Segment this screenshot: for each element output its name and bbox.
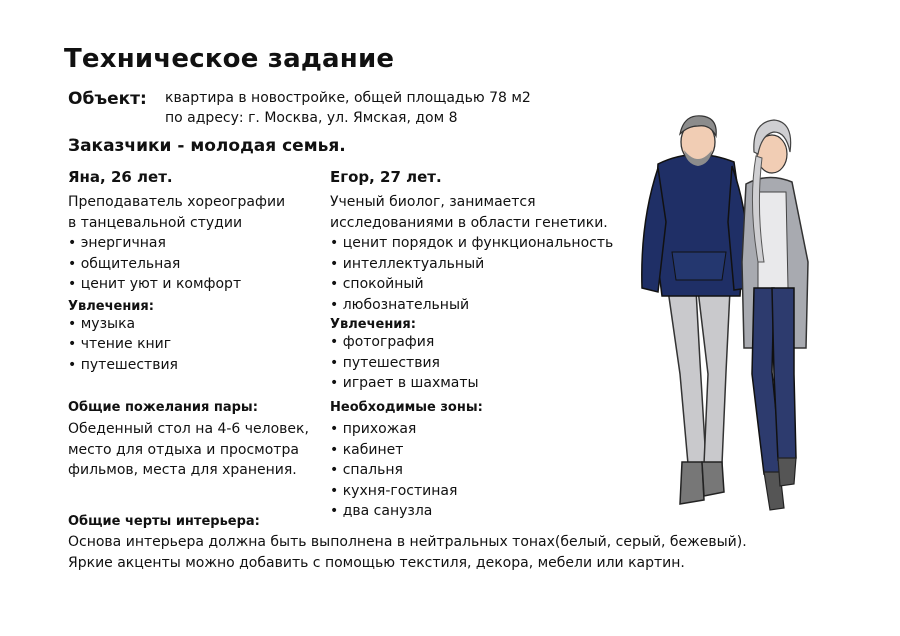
man-right-shoe — [702, 462, 724, 496]
egor-hobbies-list — [330, 332, 620, 394]
list-item: • энергичная — [68, 233, 318, 254]
list-item: • чтение книг — [68, 334, 318, 355]
yana-name: Яна, 26 лет. — [68, 168, 173, 186]
interior-label: Общие черты интерьера: — [68, 514, 260, 529]
list-item: • спокойный — [330, 274, 620, 295]
list-item: • путешествия — [68, 355, 318, 376]
list-item: • ценит порядок и функциональность — [330, 233, 620, 254]
list-item: • общительная — [68, 254, 318, 275]
yana-hobbies-label: Увлечения: — [68, 298, 154, 314]
zones-section — [330, 400, 590, 522]
wishes-section — [68, 400, 318, 481]
yana-desc-line-2: в танцевальной студии — [68, 214, 243, 231]
yana-desc-line-1: Преподаватель хореографии — [68, 194, 286, 210]
man-left-leg — [668, 290, 706, 464]
egor-hobbies-label: Увлечения: — [330, 317, 416, 332]
egor-desc-line-1: Ученый биолог, занимается — [330, 194, 536, 210]
list-item: • путешествия — [330, 353, 620, 374]
list-item: • кухня-гостиная — [330, 481, 590, 502]
zones-list — [330, 419, 590, 522]
list-item: • фотография — [330, 332, 620, 353]
list-item: • музыка — [68, 314, 318, 335]
interior-line-2: Яркие акценты можно добавить с помощью текстиля, декора, мебели или картин. — [68, 554, 685, 571]
wishes-line-1: Обеденный стол на 4-6 человек, — [68, 421, 309, 437]
egor-section — [330, 168, 620, 394]
list-item: • кабинет — [330, 440, 590, 461]
egor-traits-list — [330, 233, 620, 315]
customers-heading: Заказчики - молодая семья. — [68, 136, 346, 156]
egor-desc-line-2: исследованиями в области генетики. — [330, 214, 608, 231]
list-item: • играет в шахматы — [330, 373, 620, 394]
list-item: • два санузла — [330, 501, 590, 522]
wishes-line-2: место для отдыха и просмотра — [68, 441, 299, 458]
yana-hobbies-list — [68, 314, 318, 376]
list-item: • ценит уют и комфорт — [68, 274, 318, 295]
woman-top — [758, 192, 788, 288]
interior-line-1: Основа интерьера должна быть выполнена в нейтральных тонах(белый, серый, бежевый). — [68, 534, 747, 550]
list-item: • интеллектуальный — [330, 254, 620, 275]
zones-label: Необходимые зоны: — [330, 400, 483, 415]
object-line-street: по адресу: г. Москва, ул. Ямская, дом 8 — [165, 110, 458, 126]
woman-right-shoe — [778, 458, 796, 486]
interior-section — [68, 514, 747, 573]
woman-figure — [742, 120, 808, 510]
page-title: Техническое задание — [64, 44, 395, 74]
object-label: Объект: — [68, 89, 147, 109]
man-hoodie-pocket — [672, 252, 726, 280]
wishes-line-3: фильмов, места для хранения. — [68, 462, 297, 478]
object-description — [165, 88, 531, 128]
man-left-shoe — [680, 462, 704, 504]
couple-illustration — [618, 112, 858, 522]
list-item: • любознательный — [330, 295, 620, 316]
list-item: • прихожая — [330, 419, 590, 440]
man-figure — [642, 116, 749, 504]
object-line-address: квартира в новостройке, общей площадью 78 м2 — [165, 90, 531, 106]
yana-section — [68, 168, 318, 375]
list-item: • спальня — [330, 460, 590, 481]
wishes-label: Общие пожелания пары: — [68, 400, 258, 415]
yana-traits-list — [68, 233, 318, 295]
egor-name: Егор, 27 лет. — [330, 168, 442, 186]
